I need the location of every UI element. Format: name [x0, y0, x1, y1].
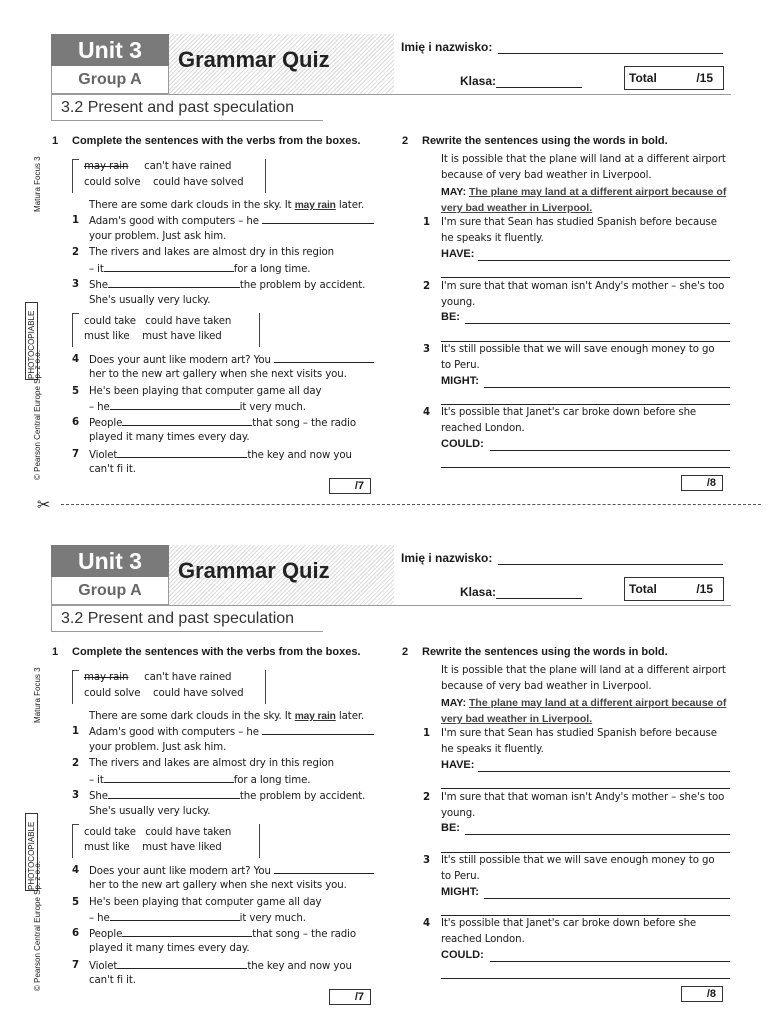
- exercise-2-title: 2 Rewrite the sentences using the words in bold.: [402, 135, 668, 147]
- ex1-item-3-cont: She's usually very lucky.: [89, 295, 211, 306]
- photocopiable-label: PHOTOCOPIABLE: [27, 821, 36, 890]
- ex2-item-3-cont: to Peru.: [441, 871, 480, 882]
- exercise-1-example: There are some dark clouds in the sky. It may rain later.: [89, 200, 365, 211]
- total-value: /15: [696, 582, 713, 596]
- section-divider: [51, 94, 52, 121]
- total-label: Total: [629, 71, 657, 85]
- item-number: 2: [72, 247, 80, 258]
- answer-blank[interactable]: [108, 277, 240, 288]
- ex2-example-answer-1: MAY: The plane may land at a different airport because of: [441, 186, 727, 198]
- exercise-1-score: /7: [329, 478, 371, 494]
- ex1-item-3: She the problem by accident.: [89, 277, 365, 294]
- ex2-example-line-2: because of very bad weather in Liverpool.: [441, 170, 652, 181]
- ex2-item-4-key: COULD:: [441, 438, 484, 450]
- ex1-item-7: Violet the key and now you: [89, 958, 352, 975]
- exercise-2-title: 2 Rewrite the sentences using the words in bold.: [402, 646, 668, 658]
- ex1-item-6-cont: played it many times every day.: [89, 432, 250, 443]
- ex1-item-2: The rivers and lakes are almost dry in this region: [89, 247, 335, 258]
- exercise-1-example: There are some dark clouds in the sky. It may rain later.: [89, 711, 365, 722]
- ex1-item-4: Does your aunt like modern art? You: [89, 352, 374, 369]
- ex2-example-answer-2: very bad weather in Liverpool.: [441, 202, 593, 214]
- header-divider: [51, 605, 731, 606]
- ex2-item-1: I'm sure that Sean has studied Spanish before because: [441, 217, 717, 228]
- item-number: 2: [72, 758, 80, 769]
- name-field[interactable]: [498, 53, 723, 54]
- word-box-2-row-2: must like must have liked: [84, 842, 222, 853]
- item-number: 1: [72, 726, 80, 737]
- answer-line[interactable]: [484, 387, 730, 388]
- ex1-item-7-cont: can't fi it.: [89, 975, 136, 986]
- ex2-item-2: I'm sure that that woman isn't Andy's mother – she's too: [441, 792, 725, 803]
- answer-line[interactable]: [441, 467, 730, 468]
- ex1-item-3: She the problem by accident.: [89, 788, 365, 805]
- ex2-item-2-key: BE:: [441, 822, 460, 834]
- answer-blank[interactable]: [110, 910, 240, 921]
- answer-line[interactable]: [490, 961, 730, 962]
- word-box-1-row-1: may rain can't have rained: [84, 672, 232, 683]
- item-number: 3: [72, 790, 80, 801]
- ex1-item-5: He's been playing that computer game all day: [89, 897, 322, 908]
- ex2-item-1-cont: he speaks it fluently.: [441, 744, 544, 755]
- quiz-title: Grammar Quiz: [178, 558, 330, 583]
- ex2-item-2-cont: young.: [441, 808, 476, 819]
- ex1-item-6-cont: played it many times every day.: [89, 943, 250, 954]
- item-number: 4: [423, 918, 431, 929]
- ex2-item-3-cont: to Peru.: [441, 360, 480, 371]
- ex1-item-2-cont: – it for a long time.: [89, 772, 310, 789]
- ex2-item-4-cont: reached London.: [441, 423, 525, 434]
- item-number: 3: [72, 279, 80, 290]
- section-underline: [51, 631, 323, 632]
- ex2-example-line-1: It is possible that the plane will land at a different airport: [441, 665, 726, 676]
- item-number: 7: [72, 960, 80, 971]
- answer-blank[interactable]: [262, 213, 374, 224]
- ex2-example-answer-1: MAY: The plane may land at a different airport because of: [441, 697, 727, 709]
- unit-label: Unit 3: [51, 34, 169, 66]
- item-number: 6: [72, 928, 80, 939]
- book-title: Matura Focus 3: [33, 156, 42, 212]
- answer-line[interactable]: [441, 788, 730, 789]
- word-box-2-row-1: could take could have taken: [84, 827, 232, 838]
- item-number: 5: [72, 386, 80, 397]
- ex1-item-1: Adam's good with computers – he: [89, 213, 374, 230]
- ex1-item-6: People that song – the radio: [89, 926, 356, 943]
- ex1-item-1-cont: your problem. Just ask him.: [89, 742, 227, 753]
- ex1-item-2-cont: – it for a long time.: [89, 261, 310, 278]
- exercise-2-score: /8: [681, 475, 723, 491]
- answer-line[interactable]: [465, 323, 730, 324]
- ex1-item-5-cont: – he it very much.: [89, 910, 306, 927]
- answer-blank[interactable]: [110, 399, 240, 410]
- item-number: 4: [423, 407, 431, 418]
- item-number: 4: [72, 354, 80, 365]
- item-number: 3: [423, 855, 431, 866]
- ex1-item-1: Adam's good with computers – he: [89, 724, 374, 741]
- total-value: /15: [696, 71, 713, 85]
- item-number: 5: [72, 897, 80, 908]
- total-box: [624, 66, 724, 90]
- ex1-item-7: Violet the key and now you: [89, 447, 352, 464]
- scissors-icon: ✂: [37, 495, 51, 514]
- answer-blank[interactable]: [262, 724, 374, 735]
- ex2-example-line-2: because of very bad weather in Liverpool.: [441, 681, 652, 692]
- section-title: 3.2 Present and past speculation: [61, 99, 295, 116]
- ex1-item-4: Does your aunt like modern art? You: [89, 863, 374, 880]
- exercise-1-title: 1 Complete the sentences with the verbs from the boxes.: [52, 135, 361, 147]
- word-box-1-row-2: could solve could have solved: [84, 177, 244, 188]
- ex2-item-4-cont: reached London.: [441, 934, 525, 945]
- unit-label: Unit 3: [51, 545, 169, 577]
- ex2-item-3: It's still possible that we will save enough money to go: [441, 344, 715, 355]
- exercise-1-score: /7: [329, 989, 371, 1005]
- class-label: Klasa:: [460, 74, 497, 88]
- answer-blank[interactable]: [274, 863, 374, 874]
- answer-blank[interactable]: [108, 788, 240, 799]
- ex1-item-6: People that song – the radio: [89, 415, 356, 432]
- name-label: Imię i nazwisko:: [401, 40, 493, 54]
- section-divider: [51, 605, 52, 632]
- ex2-item-1-key: HAVE:: [441, 759, 475, 771]
- name-field[interactable]: [498, 564, 723, 565]
- ex2-item-2: I'm sure that that woman isn't Andy's mother – she's too: [441, 281, 725, 292]
- ex1-item-1-cont: your problem. Just ask him.: [89, 231, 227, 242]
- class-field[interactable]: [496, 87, 582, 88]
- word-box-2-row-2: must like must have liked: [84, 331, 222, 342]
- book-title: Matura Focus 3: [33, 667, 42, 723]
- ex2-item-1-cont: he speaks it fluently.: [441, 233, 544, 244]
- ex2-item-2-cont: young.: [441, 297, 476, 308]
- item-number: 1: [72, 215, 80, 226]
- class-label: Klasa:: [460, 585, 497, 599]
- ex1-item-5: He's been playing that computer game all day: [89, 386, 322, 397]
- ex2-item-3: It's still possible that we will save enough money to go: [441, 855, 715, 866]
- photocopiable-label: PHOTOCOPIABLE: [27, 310, 36, 379]
- word-box-1-row-1: may rain can't have rained: [84, 161, 232, 172]
- quiz-title: Grammar Quiz: [178, 47, 330, 72]
- answer-blank[interactable]: [104, 261, 234, 272]
- answer-line[interactable]: [441, 277, 730, 278]
- word-box-1-row-2: could solve could have solved: [84, 688, 244, 699]
- item-number: 1: [423, 217, 431, 228]
- answer-line[interactable]: [478, 771, 730, 772]
- group-label: Group A: [51, 66, 169, 94]
- ex2-item-1: I'm sure that Sean has studied Spanish before because: [441, 728, 717, 739]
- group-label: Group A: [51, 577, 169, 605]
- answer-line[interactable]: [490, 450, 730, 451]
- ex1-item-7-cont: can't fi it.: [89, 464, 136, 475]
- ex2-item-3-key: MIGHT:: [441, 375, 479, 387]
- copyright: © Pearson Central Europe Sp. z o.o.: [33, 350, 42, 480]
- answer-blank[interactable]: [104, 772, 234, 783]
- answer-blank[interactable]: [117, 958, 247, 969]
- ex1-item-4-cont: her to the new art gallery when she next visits you.: [89, 369, 347, 380]
- quiz-sheet-bottom: [0, 511, 768, 1023]
- answer-line[interactable]: [478, 260, 730, 261]
- ex2-item-4: It's possible that Janet's car broke down before she: [441, 918, 697, 929]
- item-number: 7: [72, 449, 80, 460]
- total-box: [624, 577, 724, 601]
- answer-blank[interactable]: [117, 447, 247, 458]
- header-divider: [51, 94, 731, 95]
- answer-blank[interactable]: [274, 352, 374, 363]
- name-label: Imię i nazwisko:: [401, 551, 493, 565]
- dashed-line: [61, 504, 761, 505]
- ex2-item-3-key: MIGHT:: [441, 886, 479, 898]
- ex1-item-4-cont: her to the new art gallery when she next visits you.: [89, 880, 347, 891]
- ex2-item-2-key: BE:: [441, 311, 460, 323]
- answer-line[interactable]: [441, 978, 730, 979]
- item-number: 1: [423, 728, 431, 739]
- answer-blank[interactable]: [122, 415, 252, 426]
- class-field[interactable]: [496, 598, 582, 599]
- ex2-item-1-key: HAVE:: [441, 248, 475, 260]
- section-underline: [51, 120, 323, 121]
- ex1-item-3-cont: She's usually very lucky.: [89, 806, 211, 817]
- item-number: 2: [423, 281, 431, 292]
- answer-line[interactable]: [465, 834, 730, 835]
- ex1-item-2: The rivers and lakes are almost dry in this region: [89, 758, 335, 769]
- ex2-example-answer-2: very bad weather in Liverpool.: [441, 713, 593, 725]
- ex2-example-line-1: It is possible that the plane will land at a different airport: [441, 154, 726, 165]
- item-number: 6: [72, 417, 80, 428]
- word-box-2-row-1: could take could have taken: [84, 316, 232, 327]
- item-number: 2: [423, 792, 431, 803]
- total-label: Total: [629, 582, 657, 596]
- copyright: © Pearson Central Europe Sp. z o.o.: [33, 861, 42, 991]
- ex1-item-5-cont: – he it very much.: [89, 399, 306, 416]
- exercise-1-title: 1 Complete the sentences with the verbs from the boxes.: [52, 646, 361, 658]
- cut-line: [37, 495, 761, 514]
- answer-blank[interactable]: [122, 926, 252, 937]
- exercise-2-score: /8: [681, 986, 723, 1002]
- item-number: 4: [72, 865, 80, 876]
- ex2-item-4-key: COULD:: [441, 949, 484, 961]
- answer-line[interactable]: [484, 898, 730, 899]
- section-title: 3.2 Present and past speculation: [61, 610, 295, 627]
- item-number: 3: [423, 344, 431, 355]
- ex2-item-4: It's possible that Janet's car broke down before she: [441, 407, 697, 418]
